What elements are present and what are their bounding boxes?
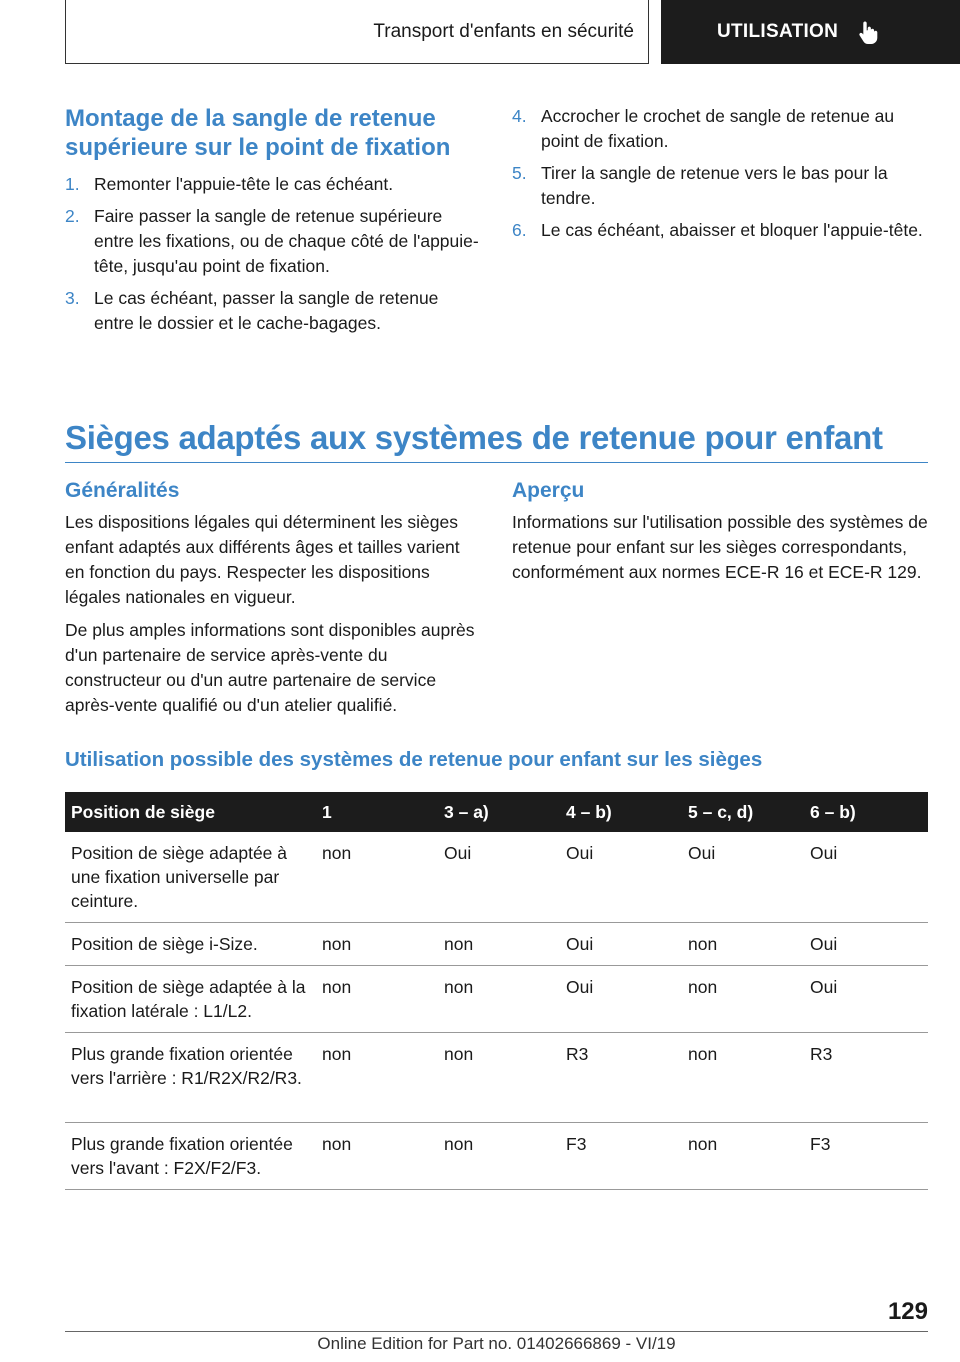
mounting-heading: Montage de la sangle de retenue supérieure sur le point de fixation xyxy=(65,105,451,161)
table-row xyxy=(65,923,928,966)
seat-compatibility-table xyxy=(65,792,928,1190)
footer-divider xyxy=(65,1331,928,1332)
table-cell: F3 xyxy=(560,1123,682,1190)
table-cell: R3 xyxy=(804,1033,928,1123)
table-heading: Utilisation possible des systèmes de retenue pour enfant sur les sièges xyxy=(65,748,763,771)
column-header: Position de siège xyxy=(65,792,316,832)
table-cell: Oui xyxy=(804,832,928,923)
generalites-block xyxy=(65,476,479,726)
table-cell: non xyxy=(682,966,804,1033)
table-heading-block xyxy=(65,745,928,775)
table-cell: Oui xyxy=(804,923,928,966)
generalites-heading: Généralités xyxy=(65,479,180,502)
list-item: 5. Tirer la sangle de retenue vers le bas pour la tendre. xyxy=(512,163,888,208)
header-chapter-label: UTILISATION xyxy=(717,21,839,42)
column-header: 4 – b) xyxy=(560,792,682,832)
table-cell: non xyxy=(438,1033,560,1123)
header-section-box xyxy=(65,0,649,64)
list-item: 2. Faire passer la sangle de retenue supérieure entre les fixations, ou de chaque côté de l'appuie-tête, jusqu'au point de fixation. xyxy=(65,206,479,276)
mounting-steps-right xyxy=(512,104,928,243)
table-row xyxy=(65,1123,928,1190)
column-header: 6 – b) xyxy=(804,792,928,832)
table-cell: F3 xyxy=(804,1123,928,1190)
apercu-paragraph: Informations sur l'utilisation possible des systèmes de retenue pour enfant sur les sièges correspondants, conformément aux normes ECE-R 16 et ECE-R 129. xyxy=(512,512,928,582)
table-cell: non xyxy=(316,966,438,1033)
table-row xyxy=(65,966,928,1033)
left-column xyxy=(65,104,479,343)
table-cell: non xyxy=(316,1033,438,1123)
table-cell: Oui xyxy=(560,832,682,923)
table-cell: Position de siège i-Size. xyxy=(65,923,316,966)
header-section-title: Transport d'enfants en sécurité xyxy=(373,20,634,42)
column-header: 3 – a) xyxy=(438,792,560,832)
footer-edition: Online Edition for Part no. 01402666869 - VI/19 xyxy=(317,1334,676,1353)
table-cell: Plus grande fixation orientée vers l'arrière : R1/R2X/R2/R3. xyxy=(65,1033,316,1123)
section-title: Sièges adaptés aux systèmes de retenue pour enfant xyxy=(65,418,928,463)
table-cell: R3 xyxy=(560,1033,682,1123)
table-row xyxy=(65,832,928,923)
table-cell: Oui xyxy=(438,832,560,923)
apercu-block xyxy=(512,476,928,593)
list-item: 3. Le cas échéant, passer la sangle de retenue entre le dossier et le cache-bagages. xyxy=(65,288,439,333)
table-cell: non xyxy=(682,923,804,966)
column-header: 5 – c, d) xyxy=(682,792,804,832)
list-item: 4. Accrocher le crochet de sangle de retenue au point de fixation. xyxy=(512,106,895,151)
hand-pointer-icon xyxy=(858,20,880,44)
table-cell: Oui xyxy=(682,832,804,923)
header-chapter-tab xyxy=(661,0,960,64)
table-cell: Position de siège adaptée à la fixation latérale : L1/L2. xyxy=(65,966,316,1033)
table-cell: non xyxy=(316,923,438,966)
table-cell: non xyxy=(316,1123,438,1190)
table-cell: non xyxy=(438,923,560,966)
right-column xyxy=(512,104,928,250)
generalites-paragraph-1: Les dispositions légales qui déterminent les sièges enfant adaptés aux différents âges et tailles varient en fonction du pays. Respecter les dispositions légales nationales en vigueur. xyxy=(65,512,460,607)
table-row xyxy=(65,1033,928,1123)
table-cell: Oui xyxy=(560,923,682,966)
apercu-heading: Aperçu xyxy=(512,479,585,502)
table-cell: Plus grande fixation orientée vers l'avant : F2X/F2/F3. xyxy=(65,1123,316,1190)
page-number: 129 xyxy=(887,1298,928,1325)
column-header: 1 xyxy=(316,792,438,832)
list-item: 1. Remonter l'appuie-tête le cas échéant. xyxy=(65,174,394,194)
mounting-steps-left xyxy=(65,172,479,336)
table-cell: non xyxy=(316,832,438,923)
table-cell: non xyxy=(438,966,560,1033)
table-cell: Position de siège adaptée à une fixation universelle par ceinture. xyxy=(65,832,316,923)
generalites-paragraph-2: De plus amples informations sont disponibles auprès d'un partenaire de service après-vente du constructeur ou d'un autre partenaire de service après-vente qualifié ou d'un atelier qualifié. xyxy=(65,620,475,715)
table-cell: non xyxy=(438,1123,560,1190)
table-header-row xyxy=(65,792,928,832)
table-cell: non xyxy=(682,1033,804,1123)
list-item: 6. Le cas échéant, abaisser et bloquer l'appuie-tête. xyxy=(512,220,923,240)
table-cell: Oui xyxy=(804,966,928,1033)
table-cell: non xyxy=(682,1123,804,1190)
table-cell: Oui xyxy=(560,966,682,1033)
